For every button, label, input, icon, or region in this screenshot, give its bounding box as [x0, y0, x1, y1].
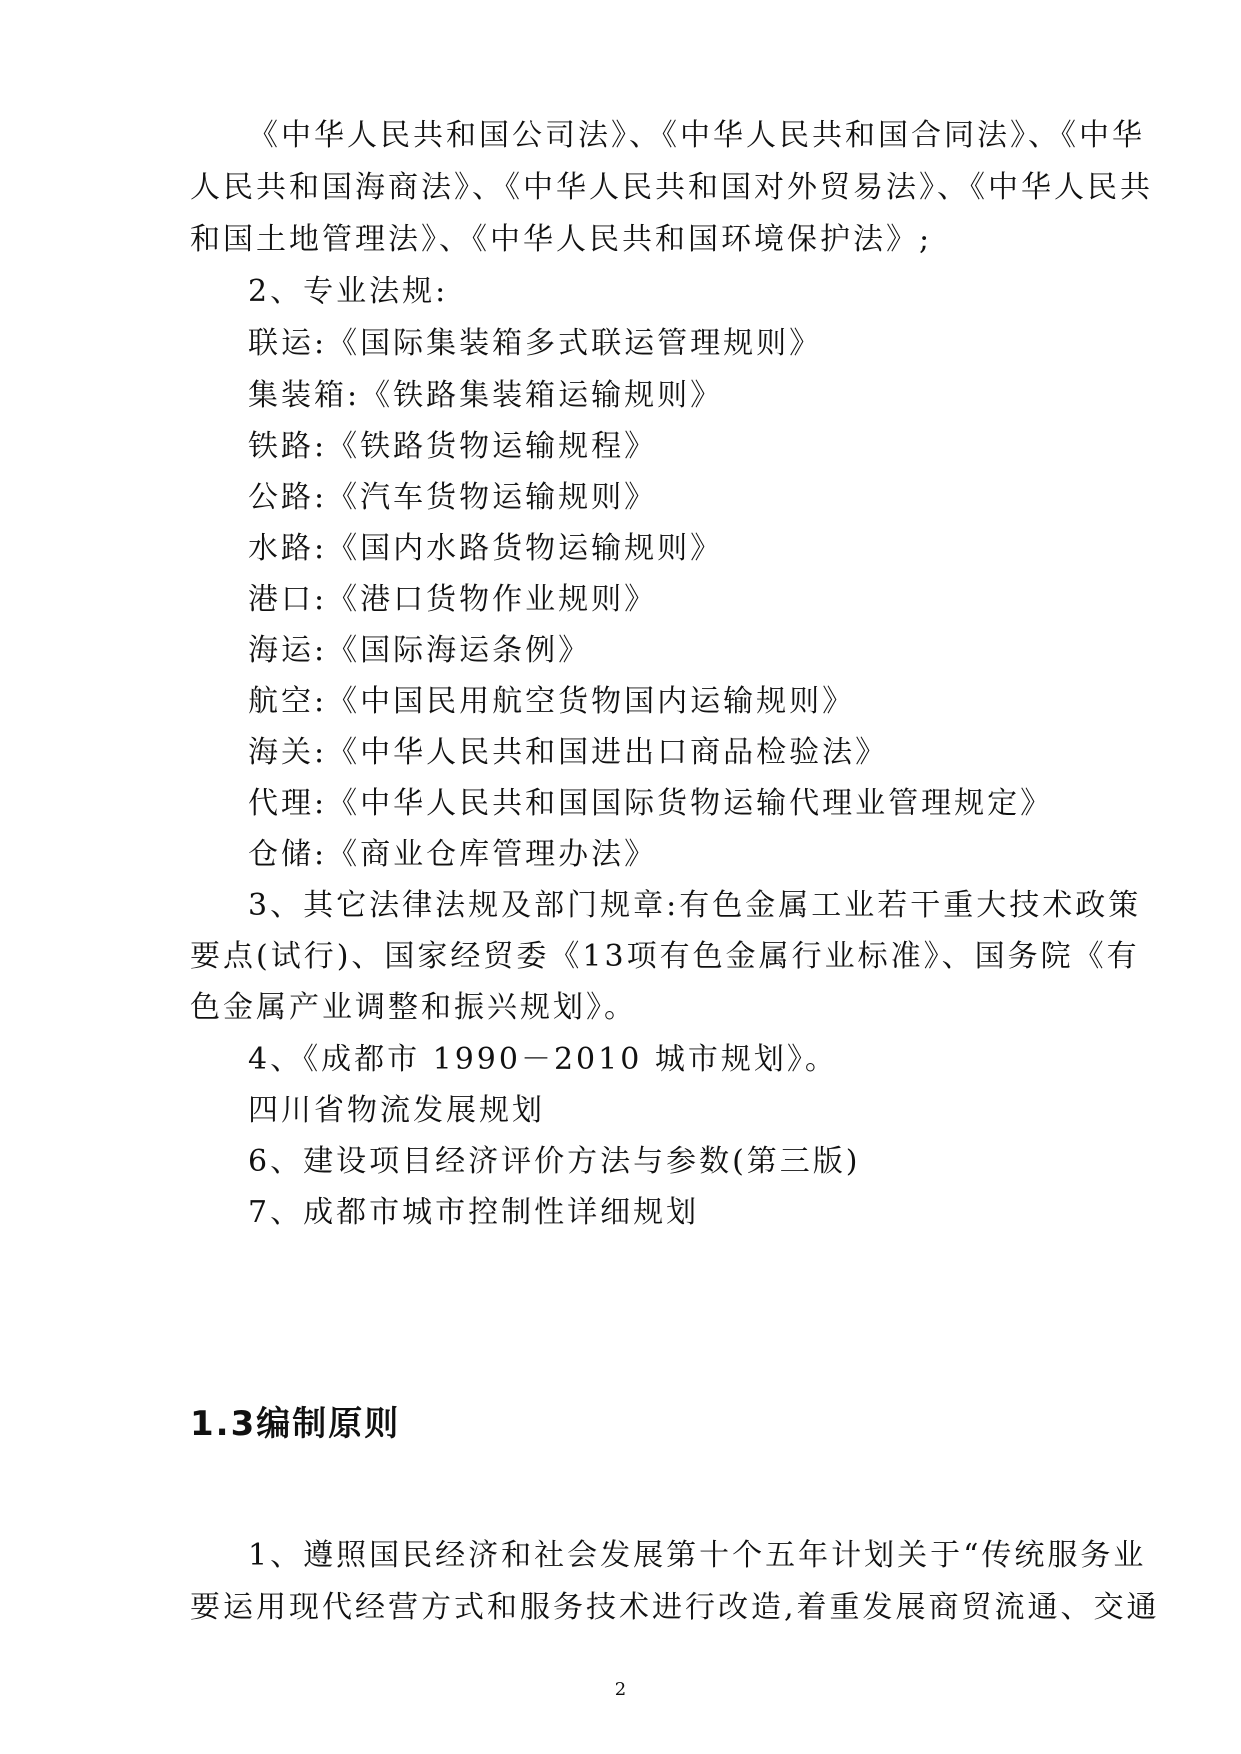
laws-intro-line-3: 和国土地管理法》、《中华人民共和国环境保护法》; — [190, 222, 933, 257]
page-number: 2 — [614, 1679, 627, 1700]
principle-1-line-2: 要运用现代经营方式和服务技术进行改造,着重发展商贸流通、交通 — [190, 1590, 1160, 1625]
regulation-warehousing: 仓储:《商业仓库管理办法》 — [248, 837, 658, 872]
item-7: 7、成都市城市控制性详细规划 — [248, 1195, 700, 1230]
item-4: 4、《成都市 1990－2010 城市规划》。 — [248, 1042, 838, 1077]
regulation-aviation: 航空:《中国民用航空货物国内运输规则》 — [248, 684, 856, 719]
regulation-agency: 代理:《中华人民共和国国际货物运输代理业管理规定》 — [248, 786, 1054, 821]
section-heading: 1.3编制原则 — [190, 1404, 401, 1444]
laws-intro-line-2: 人民共和国海商法》、《中华人民共和国对外贸易法》、《中华人民共 — [190, 170, 1153, 205]
regulation-multimodal: 联运:《国际集装箱多式联运管理规则》 — [248, 326, 823, 361]
regulation-railway: 铁路:《铁路货物运输规程》 — [248, 429, 658, 464]
item-5: 四川省物流发展规划 — [248, 1093, 545, 1128]
item-6: 6、建设项目经济评价方法与参数(第三版) — [248, 1144, 861, 1179]
regulation-shipping: 海运:《国际海运条例》 — [248, 633, 592, 668]
regulation-highway: 公路:《汽车货物运输规则》 — [248, 480, 658, 515]
regulation-container: 集装箱:《铁路集装箱运输规则》 — [248, 378, 724, 413]
regulation-waterway: 水路:《国内水路货物运输规则》 — [248, 531, 724, 566]
principle-1-line-1: 1、遵照国民经济和社会发展第十个五年计划关于“传统服务业 — [248, 1538, 1147, 1573]
regulation-customs: 海关:《中华人民共和国进出口商品检验法》 — [248, 735, 889, 770]
laws-intro-line-1: 《中华人民共和国公司法》、《中华人民共和国合同法》、《中华 — [248, 118, 1145, 153]
item-3-line-2: 要点(试行)、国家经贸委《13项有色金属行业标准》、国务院《有 — [190, 939, 1140, 974]
item-3-line-3: 色金属产业调整和振兴规划》。 — [190, 990, 637, 1025]
item-3-line-1: 3、其它法律法规及部门规章:有色金属工业若干重大技术政策 — [248, 888, 1142, 923]
regulation-port: 港口:《港口货物作业规则》 — [248, 582, 658, 617]
item-2-title: 2、专业法规: — [248, 274, 449, 309]
